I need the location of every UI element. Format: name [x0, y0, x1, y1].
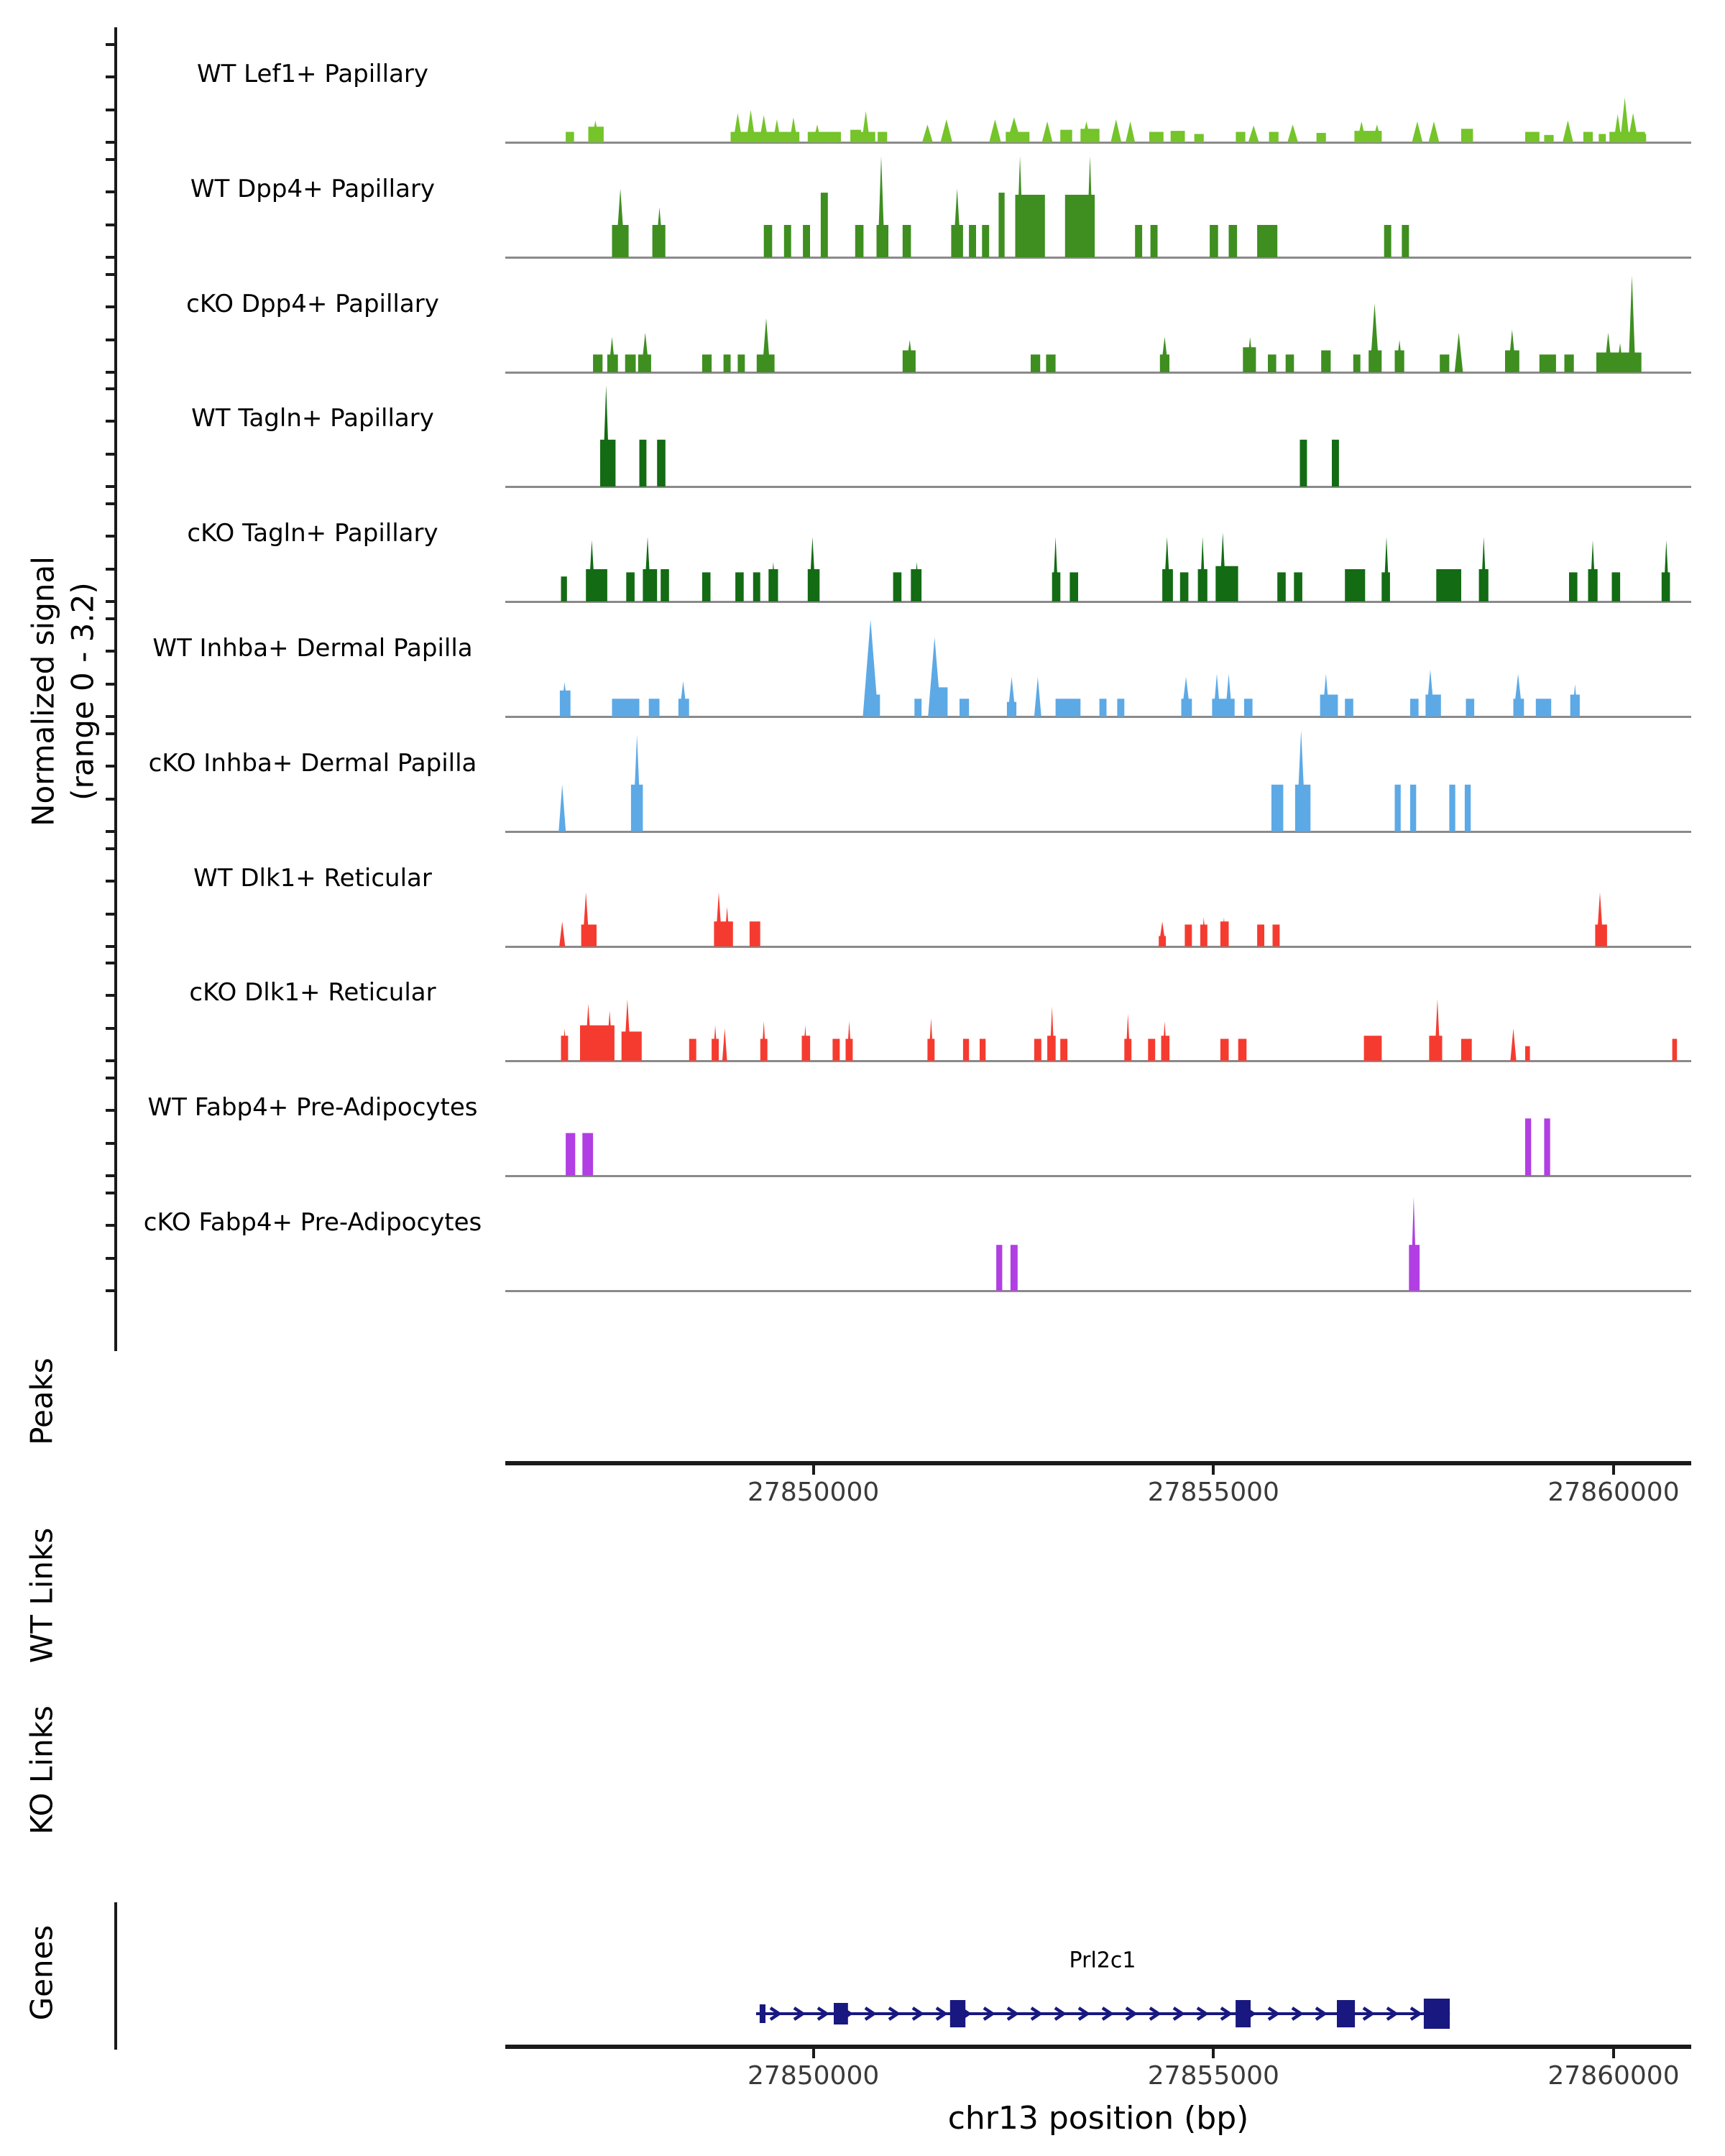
y-axis-tick	[106, 305, 115, 308]
track-signal-area	[505, 955, 1691, 1063]
y-axis-tick	[106, 1059, 115, 1062]
y-axis-tick	[106, 1109, 115, 1112]
y-axis-tick	[106, 994, 115, 997]
y-axis-tick	[106, 830, 115, 833]
y-axis-tick	[106, 1077, 115, 1079]
y-axis-tick	[106, 502, 115, 505]
y-axis-tick	[106, 1257, 115, 1260]
y-axis-tick	[106, 715, 115, 718]
track-label: cKO Dpp4+ Papillary	[186, 290, 439, 318]
gene-exon	[834, 2003, 848, 2024]
y-axis-tick	[106, 1224, 115, 1227]
x-axis-line	[505, 1461, 1691, 1465]
x-axis-line	[505, 2045, 1691, 2049]
y-axis-tick	[106, 43, 115, 46]
y-axis-tick	[106, 880, 115, 883]
x-axis-tick	[812, 2049, 815, 2058]
y-axis-tick	[106, 485, 115, 488]
track-label: WT Inhba+ Dermal Papilla	[152, 634, 473, 663]
x-axis-tick	[1612, 1465, 1615, 1475]
y-axis-tick	[106, 453, 115, 456]
gene-exon	[1337, 2000, 1355, 2027]
x-axis-tick-label: 27855000	[1147, 2061, 1279, 2091]
track-signal-area	[505, 152, 1691, 259]
y-axis-tick	[106, 256, 115, 259]
y-axis-tick	[106, 765, 115, 768]
y-axis-tick	[106, 732, 115, 735]
y-axis-tick	[106, 650, 115, 653]
track-signal-area	[505, 1185, 1691, 1293]
y-axis-tick	[106, 1027, 115, 1030]
y-axis-tick	[106, 568, 115, 571]
gene-exon	[950, 2000, 965, 2027]
y-axis-tick	[106, 1192, 115, 1194]
y-axis-tick	[106, 913, 115, 916]
track-signal-area	[505, 496, 1691, 604]
y-axis-tick	[106, 273, 115, 276]
x-axis-tick-label: 27860000	[1547, 1478, 1680, 1507]
section-label-ko-links: KO Links	[24, 1705, 60, 1835]
x-axis-tick-label: 27855000	[1147, 1478, 1279, 1507]
section-label-peaks: Peaks	[24, 1358, 60, 1445]
track-label: cKO Fabp4+ Pre-Adipocytes	[143, 1208, 482, 1237]
y-axis-tick	[106, 962, 115, 964]
x-axis-title: chr13 position (bp)	[947, 2100, 1249, 2137]
x-axis-tick-label: 27850000	[748, 2061, 880, 2091]
x-axis-tick-label: 27860000	[1547, 2061, 1680, 2091]
x-axis-tick	[812, 1465, 815, 1475]
y-axis-label	[24, 556, 102, 826]
y-axis-label-line1: Normalized signal	[25, 556, 61, 826]
track-signal-area	[505, 37, 1691, 144]
y-axis-label-line2: (range 0 - 3.2)	[65, 582, 100, 801]
y-axis-tick	[106, 75, 115, 78]
track-label: WT Dlk1+ Reticular	[193, 864, 432, 893]
y-axis-tick	[106, 190, 115, 193]
y-axis-tick	[106, 109, 115, 111]
track-label: WT Tagln+ Papillary	[191, 404, 434, 433]
track-label: WT Fabp4+ Pre-Adipocytes	[147, 1093, 478, 1122]
y-axis-tick	[106, 371, 115, 374]
y-axis-tick	[106, 387, 115, 390]
track-signal-area	[505, 1070, 1691, 1178]
track-signal-area	[505, 841, 1691, 949]
y-axis-tick	[106, 600, 115, 603]
y-axis-tick	[106, 798, 115, 801]
track-signal-area	[505, 381, 1691, 489]
track-label: WT Dpp4+ Papillary	[190, 175, 436, 203]
track-label: cKO Inhba+ Dermal Papilla	[148, 749, 477, 778]
x-axis-tick	[1212, 1465, 1215, 1475]
y-axis-tick	[106, 141, 115, 144]
y-axis-tick	[106, 945, 115, 948]
gene-exon	[1424, 1999, 1450, 2029]
track-signal-area	[505, 726, 1691, 834]
y-axis-tick	[106, 1174, 115, 1177]
y-axis-tick	[106, 847, 115, 850]
section-label-genes: Genes	[24, 1925, 60, 2021]
gene-body	[505, 1987, 1691, 2045]
y-axis-tick	[106, 535, 115, 538]
y-axis-tick	[106, 420, 115, 423]
y-axis-tick	[106, 338, 115, 341]
gene-exon	[760, 2004, 765, 2023]
section-label-wt-links: WT Links	[24, 1527, 60, 1664]
track-signal-area	[505, 611, 1691, 719]
y-axis-tick	[106, 158, 115, 161]
genes-bracket-line	[114, 1902, 117, 2050]
gene-name-label: Prl2c1	[1069, 1948, 1136, 1973]
y-axis-tick	[106, 1142, 115, 1145]
y-axis-tick	[106, 617, 115, 620]
track-label: WT Lef1+ Papillary	[196, 60, 429, 88]
track-label: cKO Tagln+ Papillary	[187, 519, 438, 548]
y-axis-tick	[106, 1289, 115, 1292]
x-axis-tick	[1212, 2049, 1215, 2058]
x-axis-tick-label: 27850000	[748, 1478, 880, 1507]
x-axis-tick	[1612, 2049, 1615, 2058]
y-axis-tick	[106, 683, 115, 686]
gene-exon	[1236, 2000, 1251, 2027]
track-signal-area	[505, 267, 1691, 374]
y-axis-tick	[106, 224, 115, 226]
track-label: cKO Dlk1+ Reticular	[189, 978, 436, 1007]
